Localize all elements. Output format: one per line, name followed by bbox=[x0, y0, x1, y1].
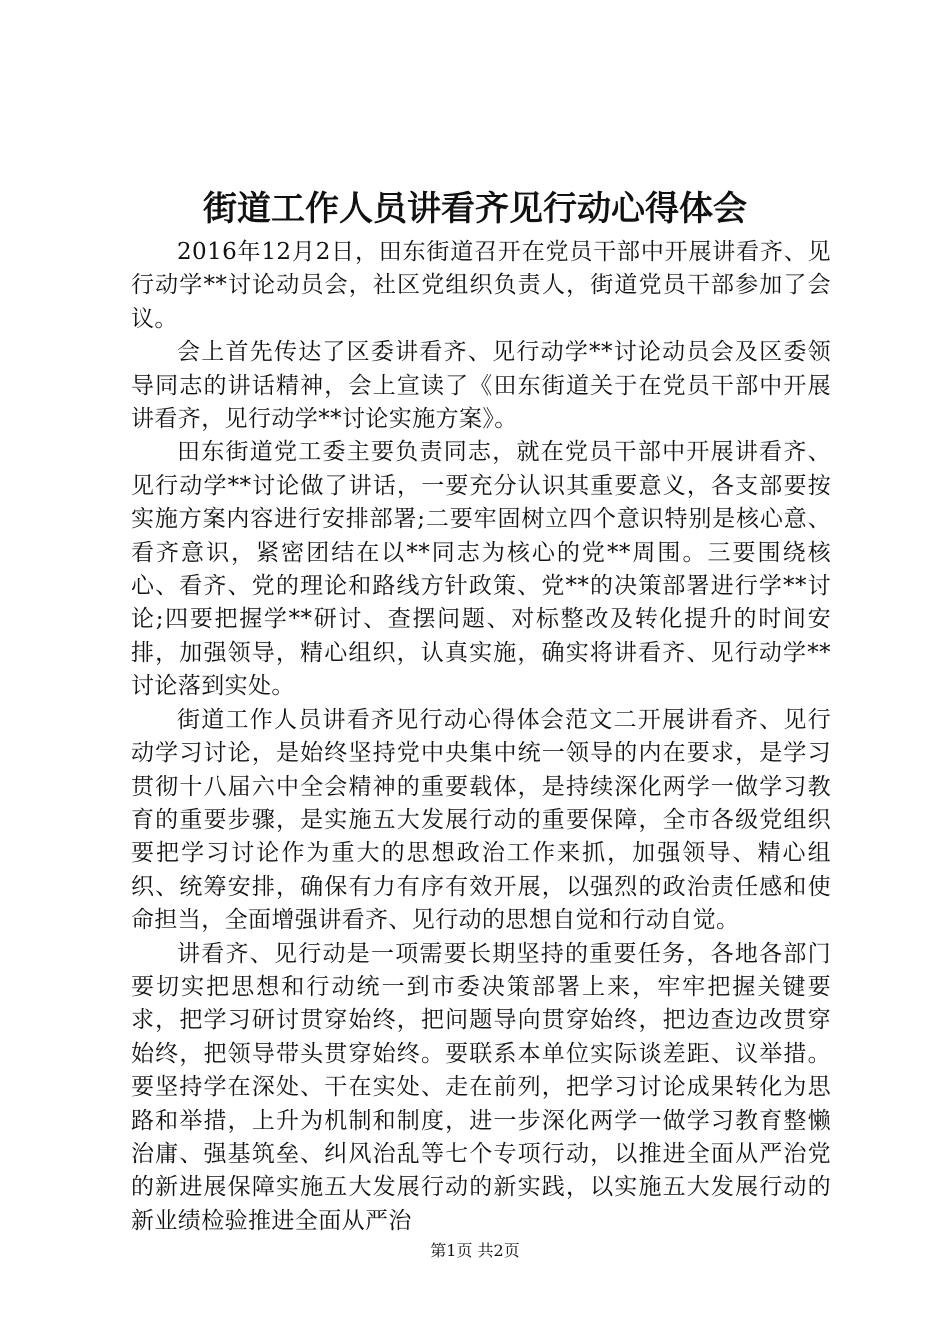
paragraph-4: 街道工作人员讲看齐见行动心得体会范文二开展讲看齐、见行动学习讨论，是始终坚持党中央集中统一领导的内在要求，是学习贯彻十八届六中全会精神的重要载体，是持续深化两学一做学习教育的重要步骤，是实施五大发展行动的重要保障，全市各级党组织要把学习讨论作为重大的思想政治工作来抓，加强领导、精心组织、统筹安排，确保有力有序有效开展，以强烈的政治责任感和使命担当，全面增强讲看齐、见行动的思想自觉和行动自觉。 bbox=[131, 706, 831, 934]
paragraph-3: 田东街道党工委主要负责同志，就在党员干部中开展讲看齐、见行动学**讨论做了讲话，一要充分认识其重要意义，各支部要按实施方案内容进行安排部署;二要牢固树立四个意识特别是核心意、看齐意识，紧密团结在以**同志为核心的党**周围。三要围绕核心、看齐、党的理论和路线方针政策、党**的决策部署进行学**讨论;四要把握学**研讨、查摆问题、对标整改及转化提升的时间安排，加强领导，精心组织，认真实施，确实将讲看齐、见行动学**讨论落到实处。 bbox=[131, 439, 831, 700]
document-body bbox=[131, 236, 831, 1238]
document-title: 街道工作人员讲看齐见行动心得体会 bbox=[203, 189, 747, 229]
paragraph-2: 会上首先传达了区委讲看齐、见行动学**讨论动员会及区委领导同志的讲话精神，会上宣读了《田东街道关于在党员干部中开展讲看齐，见行动学**讨论实施方案》。 bbox=[131, 339, 831, 433]
paragraph-5: 讲看齐、见行动是一项需要长期坚持的重要任务，各地各部门要切实把思想和行动统一到市委决策部署上来，牢牢把握关键要求，把学习研讨贯穿始终，把问题导向贯穿始终，把边查边改贯穿始终，把领导带头贯穿始终。要联系本单位实际谈差距、议举措。要坚持学在深处、干在实处、走在前列，把学习讨论成果转化为思路和举措，上升为机制和制度，进一步深化两学一做学习教育整懒治庸、强基筑垒、纠风治乱等七个专项行动，以推进全面从严治党的新进展保障实施五大发展行动的新实践，以实施五大发展行动的新业绩检验推进全面从严治 bbox=[131, 940, 831, 1234]
paragraph-1: 2016年12月2日，田东街道召开在党员干部中开展讲看齐、见行动学**讨论动员会，社区党组织负责人，街道党员干部参加了会议。 bbox=[131, 239, 831, 332]
page-number-footer: 第1页 共2页 bbox=[430, 1241, 520, 1260]
